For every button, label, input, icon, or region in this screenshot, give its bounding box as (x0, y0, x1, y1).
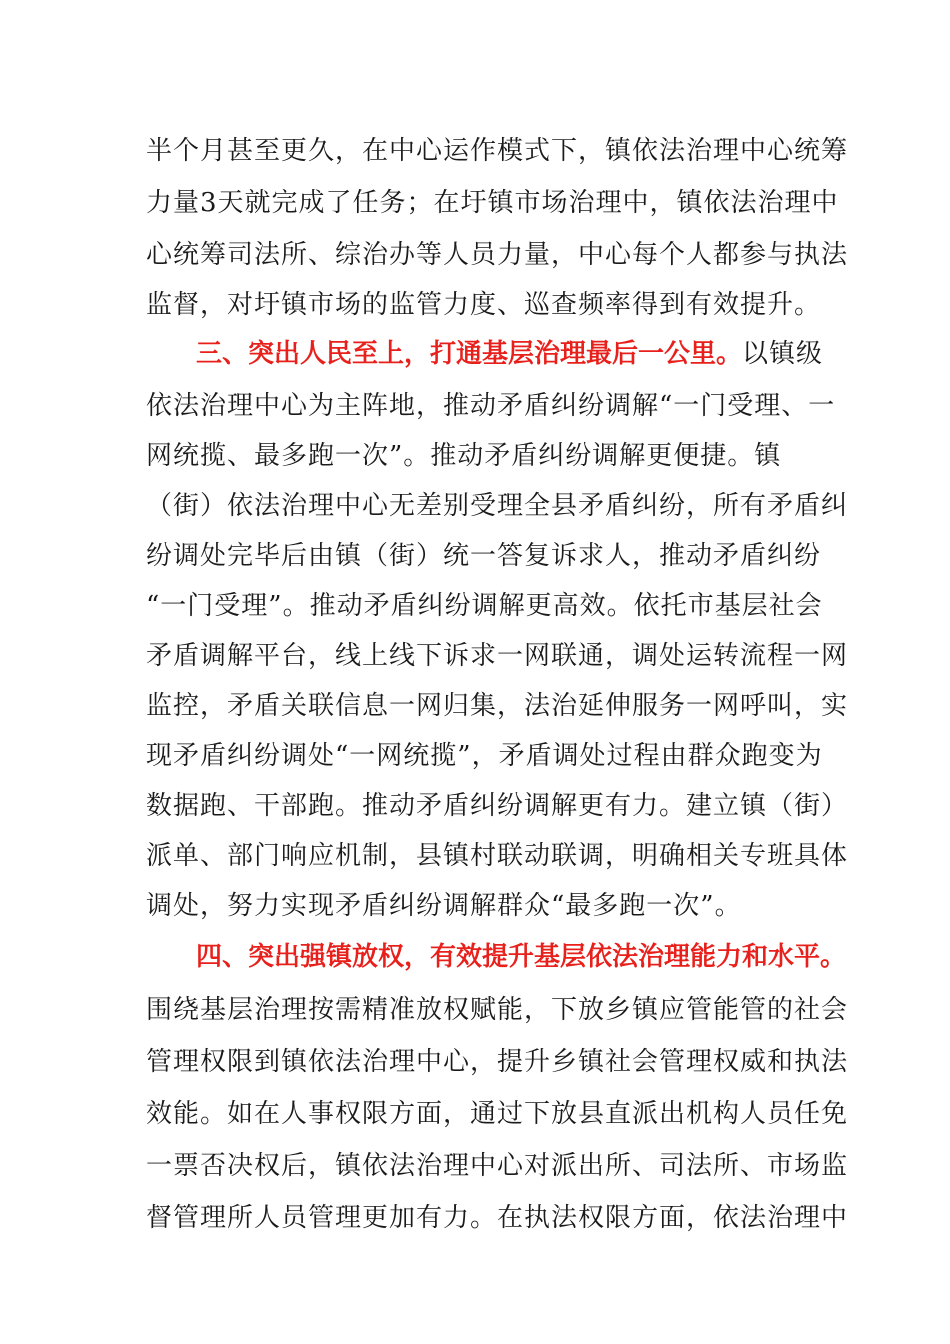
paragraph-line: 调处，努力实现矛盾纠纷调解群众“最多跑一次”。 (146, 891, 742, 921)
paragraph-line: （街）依法治理中心无差别受理全县矛盾纠纷，所有矛盾纠 (146, 491, 849, 521)
paragraph-line: 心统筹司法所、综治办等人员力量，中心每个人都参与执法 (146, 240, 849, 270)
paragraph-line: 现矛盾纠纷调处“一网统揽”，矛盾调处过程由群众跑变为 (146, 741, 823, 771)
section-3-first-line (196, 334, 823, 374)
paragraph-line: 依法治理中心为主阵地，推动矛盾纠纷调解“一门受理、一 (146, 391, 836, 421)
section-4-heading: 四、突出强镇放权，有效提升基层依法治理能力和水平。 (196, 942, 847, 972)
paragraph-line: 监控，矛盾关联信息一网归集，法治延伸服务一网呼叫，实 (146, 691, 849, 721)
paragraph-line: 数据跑、干部跑。推动矛盾纠纷调解更有力。建立镇（街） (146, 791, 849, 821)
paragraph-line: 派单、部门响应机制，县镇村联动联调，明确相关专班具体 (146, 841, 849, 871)
paragraph-line: 效能。如在人事权限方面，通过下放县直派出机构人员任免 (146, 1099, 849, 1129)
paragraph-line: 半个月甚至更久，在中心运作模式下，镇依法治理中心统筹 (146, 136, 849, 166)
paragraph-line: 网统揽、最多跑一次”。推动矛盾纠纷调解更便捷。镇 (146, 441, 782, 471)
section-4-first-line (196, 937, 846, 977)
paragraph-line: 围绕基层治理按需精准放权赋能，下放乡镇应管能管的社会 (146, 995, 849, 1025)
paragraph-line: “一门受理”。推动矛盾纠纷调解更高效。依托市基层社会 (146, 591, 823, 621)
paragraph-line: 督管理所人员管理更加有力。在执法权限方面，依法治理中 (146, 1203, 849, 1233)
paragraph-line: 力量3天就完成了任务；在圩镇市场治理中，镇依法治理中 (146, 188, 839, 218)
paragraph-line: 监督，对圩镇市场的监管力度、巡查频率得到有效提升。 (146, 290, 822, 320)
paragraph-line: 纷调处完毕后由镇（街）统一答复诉求人，推动矛盾纠纷 (146, 541, 822, 571)
paragraph-line: 一票否决权后，镇依法治理中心对派出所、司法所、市场监 (146, 1151, 849, 1181)
paragraph-line: 矛盾调解平台，线上线下诉求一网联通，调处运转流程一网 (146, 641, 849, 671)
section-3-heading: 三、突出人民至上，打通基层治理最后一公里。 (196, 339, 743, 369)
paragraph-line: 管理权限到镇依法治理中心，提升乡镇社会管理权威和执法 (146, 1047, 849, 1077)
section-3-heading-tail: 以镇级 (742, 339, 824, 369)
